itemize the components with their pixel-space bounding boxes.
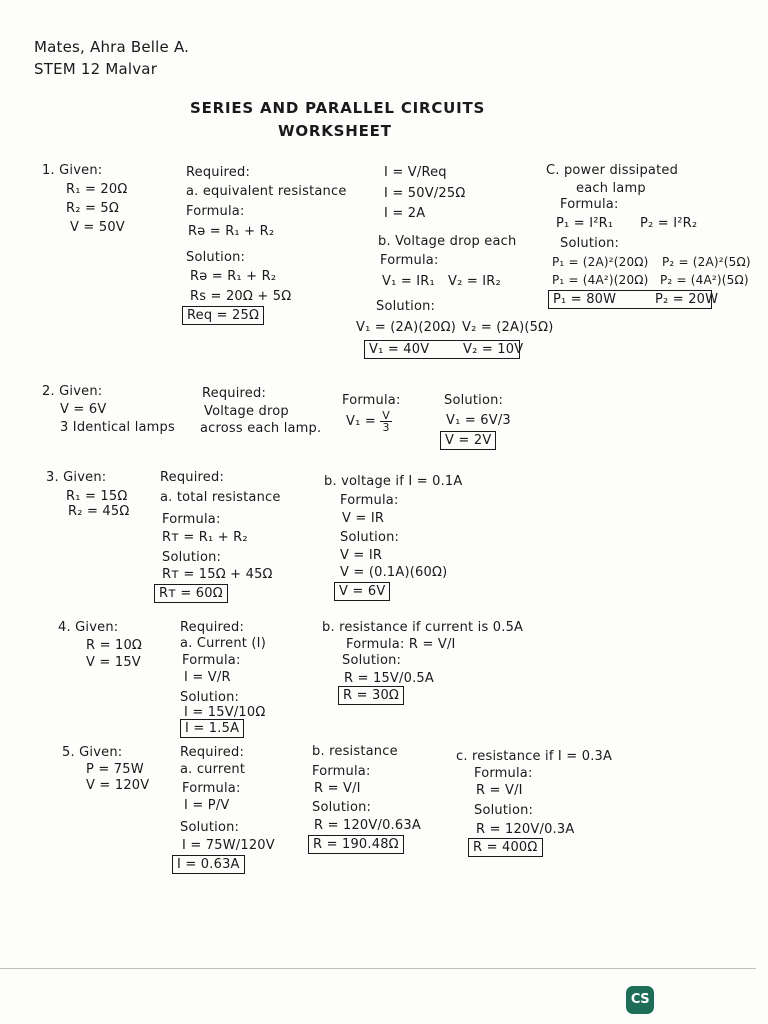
p1-b-formula-v2: V₂ = IR₂ <box>448 274 501 289</box>
p2-formula-den: 3 <box>382 421 390 434</box>
worksheet-subtitle: WORKSHEET <box>278 122 392 140</box>
p2-req1: Voltage drop <box>204 404 289 419</box>
p1-c-label1: C. power dissipated <box>546 163 679 178</box>
p1-b-sol-v2: V₂ = (2A)(5Ω) <box>462 320 554 335</box>
p3-b-answer: V = 6V <box>334 582 390 601</box>
p5-solution-label: Solution: <box>180 820 240 835</box>
camscanner-logo-icon: CS <box>626 986 654 1014</box>
p1-b-sol-v1: V₁ = (2A)(20Ω) <box>356 320 456 335</box>
p4-req-a: a. Current (I) <box>180 636 266 651</box>
p1-b-formula-v1: V₁ = IR₁ <box>382 274 435 289</box>
p3-req-a: a. total resistance <box>160 490 281 505</box>
p1-c-label2: each lamp <box>576 181 646 196</box>
p5-c-formula-label: Formula: <box>474 766 533 781</box>
p3-formula-label: Formula: <box>162 512 221 527</box>
p4-b-label: b. resistance if current is 0.5A <box>322 620 524 635</box>
p1-b-ans-v2: V₂ = 10V <box>463 342 524 357</box>
p2-formula <box>346 410 392 433</box>
p5-formula-label: Formula: <box>182 781 241 796</box>
worksheet-title: SERIES AND PARALLEL CIRCUITS <box>190 99 486 117</box>
p3-solution-label: Solution: <box>162 550 222 565</box>
p1-sol1: Rə = R₁ + R₂ <box>190 269 277 284</box>
p4-b-answer: R = 30Ω <box>338 686 404 705</box>
p1-solution-label: Solution: <box>186 250 246 265</box>
p5-c-solution-label: Solution: <box>474 803 534 818</box>
p1-r1: R₁ = 20Ω <box>66 182 128 197</box>
p1-formula-label: Formula: <box>186 204 245 219</box>
p1-c-sol2-p1: P₁ = (4A²)(20Ω) <box>552 273 649 287</box>
p2-formula-fraction <box>380 410 392 433</box>
p1-i1: I = V/Req <box>384 165 447 180</box>
p1-c-formula-p1: P₁ = I²R₁ <box>556 216 614 231</box>
p1-given-label: 1. Given: <box>42 163 103 178</box>
p2-given-label: 2. Given: <box>42 384 103 399</box>
p1-i3: I = 2A <box>384 206 426 221</box>
p5-answer: I = 0.63A <box>172 855 245 874</box>
p1-b-label: b. Voltage drop each <box>378 234 517 249</box>
p1-c-formula-label: Formula: <box>560 197 619 212</box>
p4-answer: I = 1.5A <box>180 719 244 738</box>
p1-c-sol2-p2: P₂ = (4A²)(5Ω) <box>660 273 749 287</box>
p1-sol2: Rs = 20Ω + 5Ω <box>190 289 292 304</box>
p1-b-solution-label: Solution: <box>376 299 436 314</box>
p4-solution-label: Solution: <box>180 690 240 705</box>
p3-b-sol2: V = (0.1A)(60Ω) <box>340 565 448 580</box>
p5-req-a: a. current <box>180 762 246 777</box>
p1-c-sol1-p1: P₁ = (2A)²(20Ω) <box>552 255 649 269</box>
p1-c-ans-p1: P₁ = 80W <box>553 292 617 307</box>
p1-formula: Rə = R₁ + R₂ <box>188 224 275 239</box>
p1-c-sol1-p2: P₂ = (2A)²(5Ω) <box>662 255 751 269</box>
p3-r1: R₁ = 15Ω <box>66 489 128 504</box>
p5-p: P = 75W <box>86 762 144 777</box>
p1-b-ans-v1: V₁ = 40V <box>369 342 430 357</box>
p2-lamps: 3 Identical lamps <box>60 420 175 435</box>
p1-required-label: Required: <box>186 165 251 180</box>
p5-c-formula: R = V/I <box>476 783 523 798</box>
p4-sol: I = 15V/10Ω <box>184 705 266 720</box>
p4-v: V = 15V <box>86 655 141 670</box>
scan-edge-line <box>0 968 756 969</box>
p3-b-label: b. voltage if I = 0.1A <box>324 474 463 489</box>
p4-b-solution-label: Solution: <box>342 653 402 668</box>
p3-b-formula-label: Formula: <box>340 493 399 508</box>
p4-formula: I = V/R <box>184 670 231 685</box>
p3-required-label: Required: <box>160 470 225 485</box>
p4-b-formula: Formula: R = V/I <box>346 637 456 652</box>
p3-formula: Rᴛ = R₁ + R₂ <box>162 530 248 545</box>
p3-b-sol1: V = IR <box>340 548 383 563</box>
p5-c-label: c. resistance if I = 0.3A <box>456 749 613 764</box>
p1-b-formula-label: Formula: <box>380 253 439 268</box>
p5-required-label: Required: <box>180 745 245 760</box>
p5-b-solution-label: Solution: <box>312 800 372 815</box>
p5-b-formula: R = V/I <box>314 781 361 796</box>
p3-b-solution-label: Solution: <box>340 530 400 545</box>
p5-given-label: 5. Given: <box>62 745 123 760</box>
p3-sol: Rᴛ = 15Ω + 45Ω <box>162 567 273 582</box>
p1-req-a: a. equivalent resistance <box>186 184 347 199</box>
p3-b-formula: V = IR <box>342 511 385 526</box>
p1-i2: I = 50V/25Ω <box>384 186 466 201</box>
p5-b-answer: R = 190.48Ω <box>308 835 404 854</box>
p3-given-label: 3. Given: <box>46 470 107 485</box>
p2-v: V = 6V <box>60 402 107 417</box>
student-section: STEM 12 Malvar <box>34 60 158 78</box>
p1-c-ans-p2: P₂ = 20W <box>655 292 719 307</box>
p4-r: R = 10Ω <box>86 638 143 653</box>
p5-c-answer: R = 400Ω <box>468 838 543 857</box>
p1-c-answer-box <box>548 290 719 309</box>
p1-r2: R₂ = 5Ω <box>66 201 120 216</box>
p5-formula: I = P/V <box>184 798 230 813</box>
p5-v: V = 120V <box>86 778 150 793</box>
p2-formula-label: Formula: <box>342 393 401 408</box>
p2-solution-label: Solution: <box>444 393 504 408</box>
p4-formula-label: Formula: <box>182 653 241 668</box>
p1-answer: Req = 25Ω <box>182 306 264 325</box>
p1-b-answer-box <box>364 340 524 359</box>
p5-b-label: b. resistance <box>312 744 398 759</box>
p3-r2: R₂ = 45Ω <box>68 504 130 519</box>
p3-answer: Rᴛ = 60Ω <box>154 584 228 603</box>
p4-required-label: Required: <box>180 620 245 635</box>
p4-given-label: 4. Given: <box>58 620 119 635</box>
p2-formula-lhs: V₁ = <box>346 414 376 429</box>
p5-b-sol: R = 120V/0.63A <box>314 818 421 833</box>
p2-answer: V = 2V <box>440 431 496 450</box>
p1-c-solution-label: Solution: <box>560 236 620 251</box>
p2-req2: across each lamp. <box>200 421 322 436</box>
p2-sol: V₁ = 6V/3 <box>446 413 511 428</box>
p4-b-sol: R = 15V/0.5A <box>344 671 434 686</box>
student-name: Mates, Ahra Belle A. <box>34 38 190 56</box>
p5-sol: I = 75W/120V <box>182 838 275 853</box>
p2-formula-num: V <box>382 409 391 422</box>
p5-b-formula-label: Formula: <box>312 764 371 779</box>
p1-c-formula-p2: P₂ = I²R₂ <box>640 216 698 231</box>
p2-required-label: Required: <box>202 386 267 401</box>
p5-c-sol: R = 120V/0.3A <box>476 822 575 837</box>
p1-v: V = 50V <box>70 220 125 235</box>
